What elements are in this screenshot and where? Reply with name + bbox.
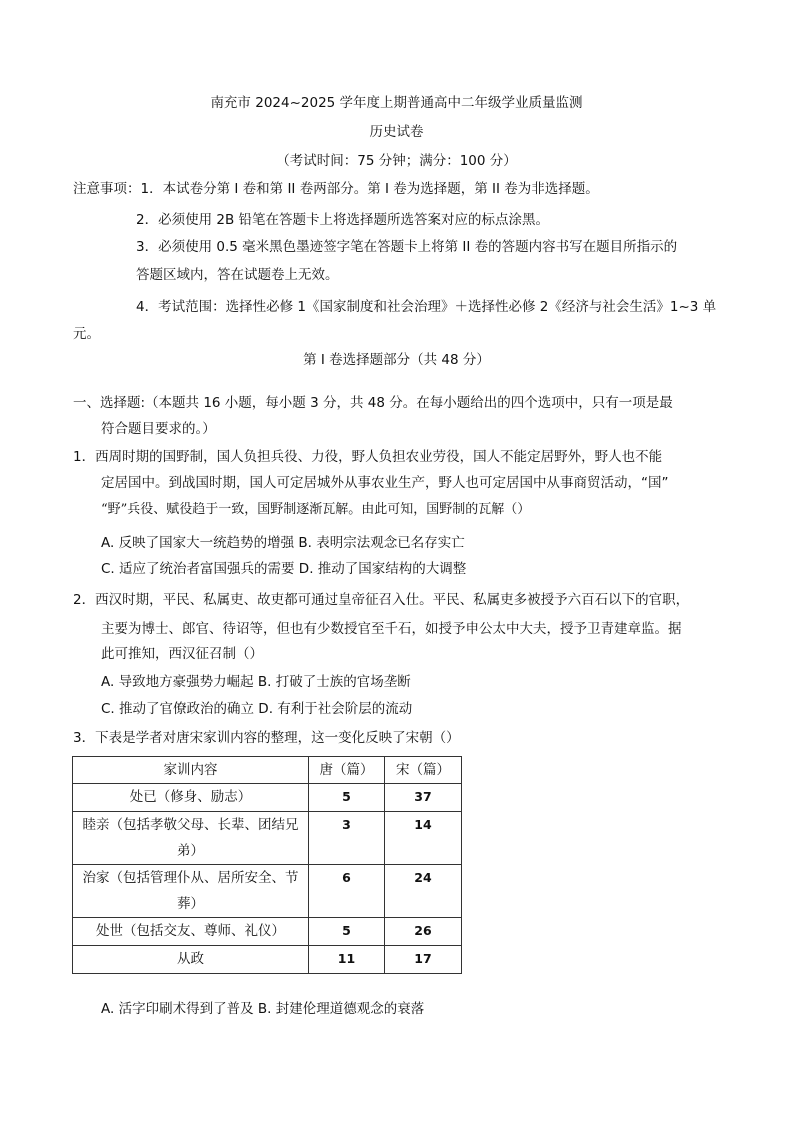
table-cell: 37	[385, 784, 462, 812]
family-instruction-table	[72, 756, 462, 974]
table-cell: 处已（修身、励志）	[73, 784, 309, 812]
section-instructions-line-1: 一、选择题:（本题共 16 小题，每小题 3 分，共 48 分。在每小题给出的四个选项中，只有一项是最	[73, 395, 673, 411]
table-cell: 治家（包括管理仆从、居所安全、节葬）	[73, 865, 309, 918]
q1-options-cd: C. 适应了统治者富国强兵的需要 D. 推动了国家结构的大调整	[101, 561, 467, 577]
note-3-line-1: 3．必须使用 0.5 毫米黑色墨迹签字笔在答题卡上将第 II 卷的答题内容书写在题目所指示的	[136, 239, 678, 255]
table-cell: 24	[385, 865, 462, 918]
table-cell: 5	[309, 918, 385, 946]
table-cell: 3	[309, 812, 385, 865]
q2-stem-line-2: 主要为博士、郎官、待诏等，但也有少数授官至千石，如授予申公太中大夫，授予卫青建章监。据	[101, 621, 682, 637]
table-header-cell: 唐（篇）	[309, 757, 385, 784]
table-row	[73, 946, 462, 974]
q3-stem: 3．下表是学者对唐宋家训内容的整理，这一变化反映了宋朝（）	[73, 730, 460, 746]
exam-title: 南充市 2024~2025 学年度上期普通高中二年级学业质量监测	[210, 95, 583, 111]
table-header-cell: 家训内容	[73, 757, 309, 784]
table-row	[73, 865, 462, 918]
note-1: 注意事项：1．本试卷分第 I 卷和第 II 卷两部分。第 I 卷为选择题，第 II 卷为非选择题。	[73, 181, 599, 197]
q2-options-cd: C. 推动了官僚政治的确立 D. 有利于社会阶层的流动	[101, 701, 413, 717]
part-1-heading: 第 I 卷选择题部分（共 48 分）	[303, 352, 490, 368]
table-header-cell: 宋（篇）	[385, 757, 462, 784]
table-cell: 睦亲（包括孝敬父母、长辈、团结兄弟）	[73, 812, 309, 865]
exam-subject: 历史试卷	[369, 124, 424, 140]
q1-stem-line-3: “野”兵役、赋役趋于一致，国野制逐渐瓦解。由此可知，国野制的瓦解（）	[101, 502, 531, 517]
q2-stem-line-3: 此可推知，西汉征召制（）	[101, 646, 263, 662]
q1-stem-line-2: 定居国中。到战国时期，国人可定居城外从事农业生产，野人也可定居国中从事商贸活动，“国”	[101, 475, 669, 491]
q1-stem-line-1: 1．西周时期的国野制，国人负担兵役、力役，野人负担农业劳役，国人不能定居野外，野人也不能	[73, 449, 663, 465]
q2-stem-line-1: 2．西汉时期，平民、私属吏、故吏都可通过皇帝征召入仕。平民、私属吏多被授予六百石以下的官职，	[73, 592, 690, 608]
table-cell: 5	[309, 784, 385, 812]
table-cell: 14	[385, 812, 462, 865]
table-row	[73, 784, 462, 812]
exam-info: （考试时间：75 分钟；满分：100 分）	[276, 153, 517, 169]
section-instructions-line-2: 符合题目要求的。）	[101, 421, 216, 437]
table-cell: 26	[385, 918, 462, 946]
table-row	[73, 918, 462, 946]
table-row	[73, 812, 462, 865]
table-cell: 6	[309, 865, 385, 918]
note-4-line-1: 4．考试范围：选择性必修 1《国家制度和社会治理》＋选择性必修 2《经济与社会生活》1~3 单	[136, 299, 717, 315]
table-cell: 处世（包括交友、尊师、礼仪）	[73, 918, 309, 946]
table-cell: 17	[385, 946, 462, 974]
q1-options-ab: A. 反映了国家大一统趋势的增强 B. 表明宗法观念已名存实亡	[101, 535, 465, 551]
table-cell: 从政	[73, 946, 309, 974]
q3-options-ab: A. 活字印刷术得到了普及 B. 封建伦理道德观念的衰落	[101, 1001, 425, 1017]
note-2: 2．必须使用 2B 铅笔在答题卡上将选择题所选答案对应的标点涂黑。	[136, 212, 550, 228]
q2-options-ab: A. 导致地方豪强势力崛起 B. 打破了士族的官场垄断	[101, 674, 411, 690]
note-4-line-2: 元。	[73, 326, 100, 342]
table-header-row	[73, 757, 462, 784]
table-cell: 11	[309, 946, 385, 974]
note-3-line-2: 答题区域内，答在试题卷上无效。	[136, 267, 339, 283]
